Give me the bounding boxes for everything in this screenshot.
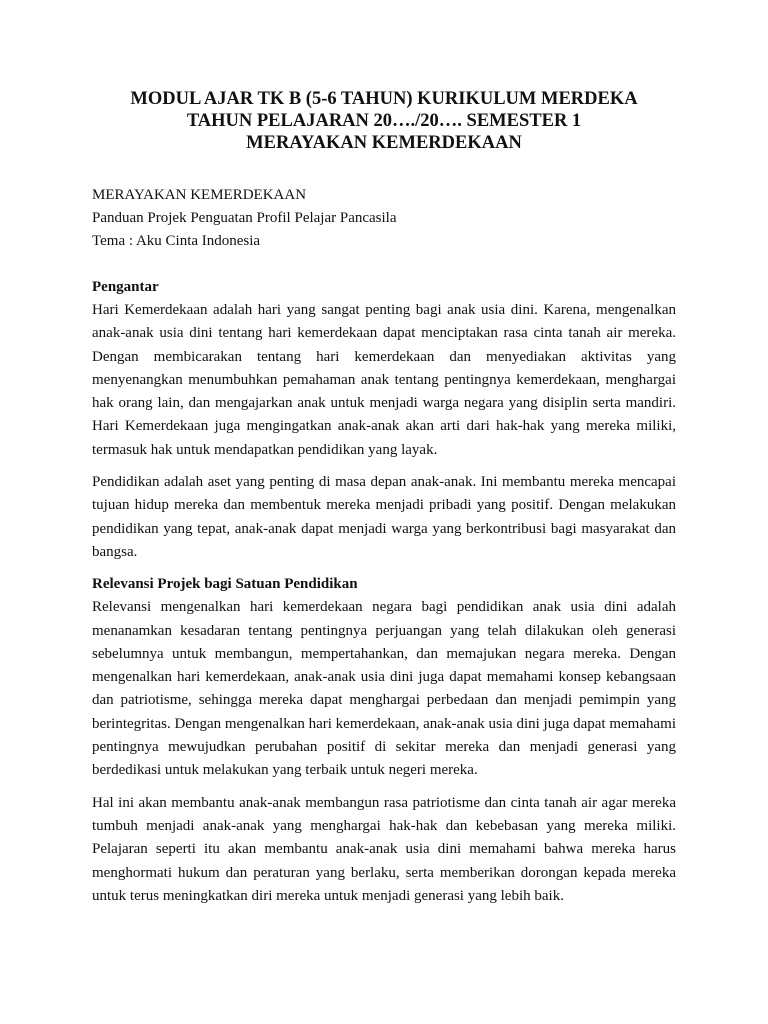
paragraph: Pendidikan adalah aset yang penting di masa depan anak-anak. Ini membantu mereka mencapai tujuan hidup mereka dan membentuk mereka menjadi pribadi yang positif. Dengan melakukan pendidikan yang tepat, anak-anak dapat menjadi warga yang berkontribusi bagi masyarakat dan bangsa. [92,474,676,560]
section-heading-relevansi: Relevansi Projek bagi Satuan Pendidikan [92,576,358,593]
section-relevansi [92,573,676,908]
title-line-2: TAHUN PELAJARAN 20…./20…. SEMESTER 1 [186,111,582,131]
topic-label: MERAYAKAN KEMERDEKAAN [92,187,307,203]
paragraph: Relevansi mengenalkan hari kemerdekaan negara bagi pendidikan anak usia dini adalah menanamkan kesadaran tentang pentingnya perjuangan yang telah dilakukan oleh generasi sebelumnya untuk membangun, mempertahankan, dan memajukan negara mereka. Dengan mengenalkan hari kemerdekaan, anak-anak usia dini juga dapat memahami konsep kebangsaan dan patriotisme, sehingga mereka dapat menghargai perbedaan dan menjadi pemimpin yang berintegritas. Dengan mengenalkan hari kemerdekaan, anak-anak usia dini juga dapat memahami pentingnya mewujudkan perubahan positif di sekitar mereka dan menjadi generasi yang berdedikasi untuk melakukan yang terbaik untuk negeri mereka. [92,599,676,779]
paragraph: Hari Kemerdekaan adalah hari yang sangat penting bagi anak usia dini. Karena, mengenalkan anak-anak usia dini tentang hari kemerdekaan dapat menciptakan rasa cinta tanah air mereka. Dengan membicarakan tentang hari kemerdekaan dan menyediakan aktivitas yang menyenangkan menumbuhkan pemahaman anak tentang pentingnya kemerdekaan, menghargai hak orang lain, dan mengajarkan anak untuk menjadi warga negara yang disiplin serta mandiri. Hari Kemerdekaan juga mengingatkan anak-anak akan arti dari hak-hak yang mereka miliki, termasuk hak untuk mendapatkan pendidikan yang layak. [92,302,676,458]
section-heading-pengantar: Pengantar [92,279,159,295]
title-line-3: MERAYAKAN KEMERDEKAAN [246,133,522,153]
paragraph: Hal ini akan membantu anak-anak membangun rasa patriotisme dan cinta tanah air agar mereka tumbuh menjadi anak-anak yang menghargai hak-hak dan kebebasan yang mereka miliki. Pelajaran seperti itu akan membantu anak-anak usia dini memahami bahwa mereka harus menghormati hukum dan peraturan yang berlaku, serta memberikan dorongan kepada mereka untuk terus meningkatkan diri mereka untuk menjadi generasi yang lebih baik. [92,794,676,904]
document-title [92,88,676,154]
section-pengantar [92,276,676,564]
document-meta [92,184,676,253]
guide-label: Panduan Projek Penguatan Profil Pelajar Pancasila [92,210,397,226]
theme-label: Tema : Aku Cinta Indonesia [92,233,261,249]
title-line-1: MODUL AJAR TK B (5-6 TAHUN) KURIKULUM MERDEKA [130,89,638,109]
